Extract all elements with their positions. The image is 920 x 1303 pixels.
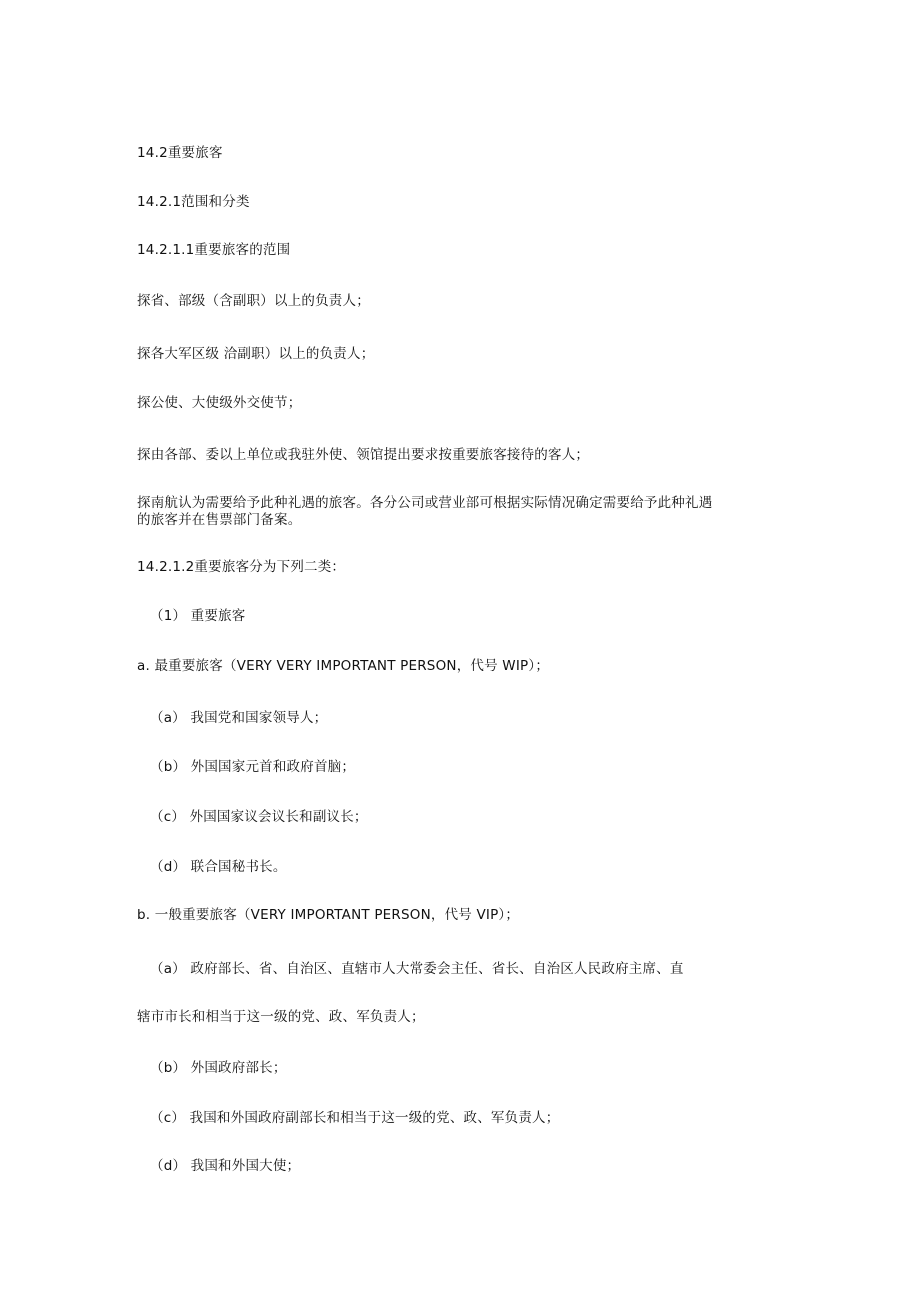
list-item: （c） 我国和外国政府副部长和相当于这一级的党、政、军负责人； [150,1110,560,1126]
list-item: （b） 外国政府部长； [150,1060,287,1076]
list-item: 探南航认为需要给予此种礼遇的旅客。各分公司或营业部可根据实际情况确定需要给予此种礼遇的旅客并在售票部门备案。 [137,495,713,528]
list-item: （d） 联合国秘书长。 [150,859,287,875]
list-item: （a） 我国党和国家领导人； [150,710,328,726]
list-item: b. 一般重要旅客（VERY IMPORTANT PERSON，代号 VIP）； [137,907,520,923]
list-item: （b） 外国国家元首和政府首脑； [150,759,356,775]
subsection-heading: 14.2.1.2重要旅客分为下列二类： [137,559,346,575]
list-item: 探各大军区级 洽副职）以上的负责人； [137,346,375,362]
list-item: 探省、部级（含副职）以上的负责人； [137,293,370,309]
list-item: 探公使、大使级外交使节； [137,395,302,411]
list-item: 探由各部、委以上单位或我驻外使、领馆提出要求按重要旅客接待的客人； [137,447,590,463]
list-item-continuation: 辖市市长和相当于这一级的党、政、军负责人； [137,1009,425,1025]
list-item: （1） 重要旅客 [150,608,246,624]
subsection-heading: 14.2.1.1重要旅客的范围 [137,242,291,258]
list-item: （a） 政府部长、省、自治区、直辖市人大常委会主任、省长、自治区人民政府主席、直 [150,961,684,977]
section-heading: 14.2重要旅客 [137,145,223,161]
list-item: （d） 我国和外国大使； [150,1158,301,1174]
list-item: （c） 外国国家议会议长和副议长； [150,809,368,825]
list-item: a. 最重要旅客（VERY VERY IMPORTANT PERSON，代号 WIP）； [137,658,550,674]
subsection-heading: 14.2.1范围和分类 [137,194,250,210]
